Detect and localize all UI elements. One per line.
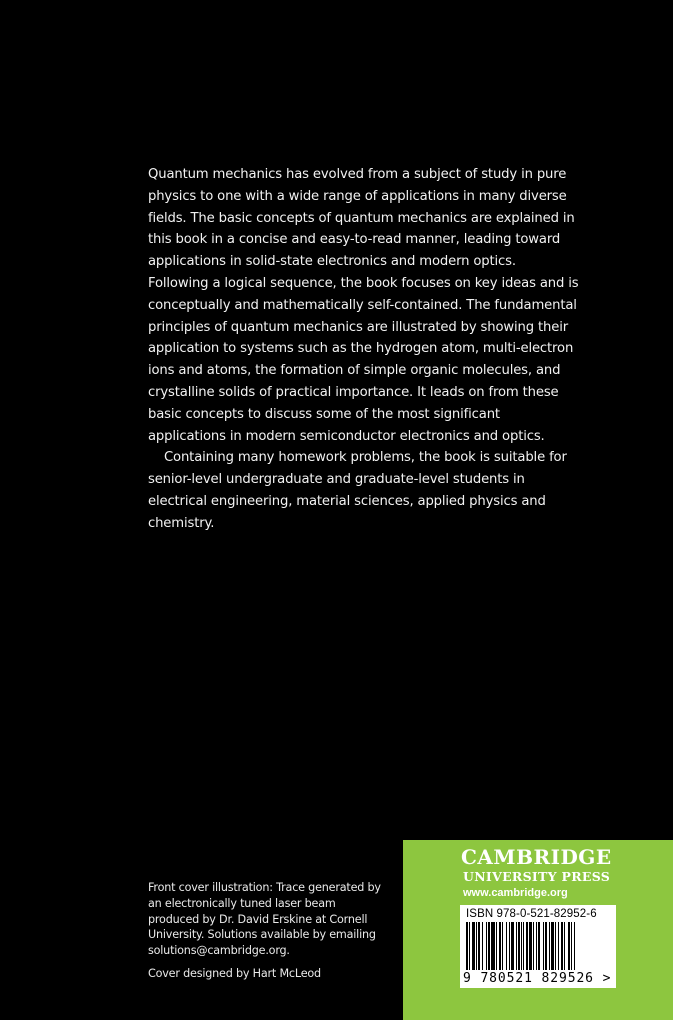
designer-credit: Cover designed by Hart McLeod — [148, 966, 321, 980]
barcode-bar — [482, 922, 483, 970]
barcode-bar — [491, 922, 495, 970]
barcode-bar — [476, 922, 477, 970]
barcode-icon — [464, 922, 612, 972]
barcode-bar — [549, 922, 550, 970]
barcode-bar — [529, 922, 532, 970]
barcode-bar — [486, 922, 487, 970]
barcode-bar — [502, 922, 503, 970]
barcode-bar — [506, 922, 507, 970]
publisher-logo-subname: UNIVERSITY PRESS — [463, 869, 611, 884]
illustration-credit: Front cover illustration: Trace generated by an electronically tuned laser beam produced by Dr. David Erskine at Cornell University. Solutions available by emailing solutions@cambridge.org. — [148, 881, 381, 958]
barcode-bar — [511, 922, 514, 970]
barcode-panel — [460, 905, 616, 988]
publisher-panel — [403, 840, 673, 1020]
barcode-bar — [533, 922, 534, 970]
barcode-bar — [555, 922, 556, 970]
barcode-bar — [523, 922, 524, 970]
barcode-digits: 9 780521 829526 > — [463, 971, 612, 986]
barcode-bar — [526, 922, 528, 970]
cover-credits — [148, 880, 388, 982]
back-cover-description — [148, 164, 580, 535]
barcode-bar — [509, 922, 510, 970]
barcode-bar — [538, 922, 540, 970]
barcode-bar — [472, 922, 475, 970]
description-paragraph-1: Quantum mechanics has evolved from a subject of study in pure physics to one with a wide range of applications in many diverse fields. The basic concepts of quantum mechanics are explained in this book in a concise and easy-to-read manner, leading toward applications in solid-state electronics and modern optics. Following a logical sequence, the book focuses on key ideas and is conceptually and mathematically self-contained. The fundamental principles of quantum mechanics are illustrated by showing their application to systems such as the hydrogen atom, multi-electron ions and atoms, the formation of simple organic molecules, and crystalline solids of practical importance. It leads on from these basic concepts to discuss some of the most significant applications in modern semiconductor electronics and optics. — [148, 167, 579, 444]
barcode-bar — [518, 922, 520, 970]
barcode-bar — [488, 922, 490, 970]
description-paragraph-2: Containing many homework problems, the book is suitable for senior-level undergraduate and graduate-level students in electrical engineering, material sciences, applied physics and chemistry. — [148, 450, 567, 531]
barcode-bar — [496, 922, 497, 970]
publisher-logo-name: CAMBRIDGE — [461, 845, 612, 869]
barcode-bar — [466, 922, 468, 970]
barcode-bar — [521, 922, 522, 970]
barcode-bar — [478, 922, 480, 970]
barcode-bar — [571, 922, 572, 970]
barcode-bar — [469, 922, 470, 970]
barcode-bar — [568, 922, 570, 970]
publisher-url: www.cambridge.org — [463, 887, 568, 899]
barcode-bar — [499, 922, 501, 970]
barcode-bar — [536, 922, 537, 970]
barcode-bar — [564, 922, 565, 970]
barcode-bar — [545, 922, 547, 970]
barcode-bar — [574, 922, 575, 970]
barcode-bar — [543, 922, 544, 970]
barcode-bar — [516, 922, 517, 970]
isbn-label: ISBN 978-0-521-82952-6 — [466, 908, 597, 920]
barcode-bar — [561, 922, 563, 970]
barcode-bar — [558, 922, 559, 970]
barcode-bar — [551, 922, 554, 970]
